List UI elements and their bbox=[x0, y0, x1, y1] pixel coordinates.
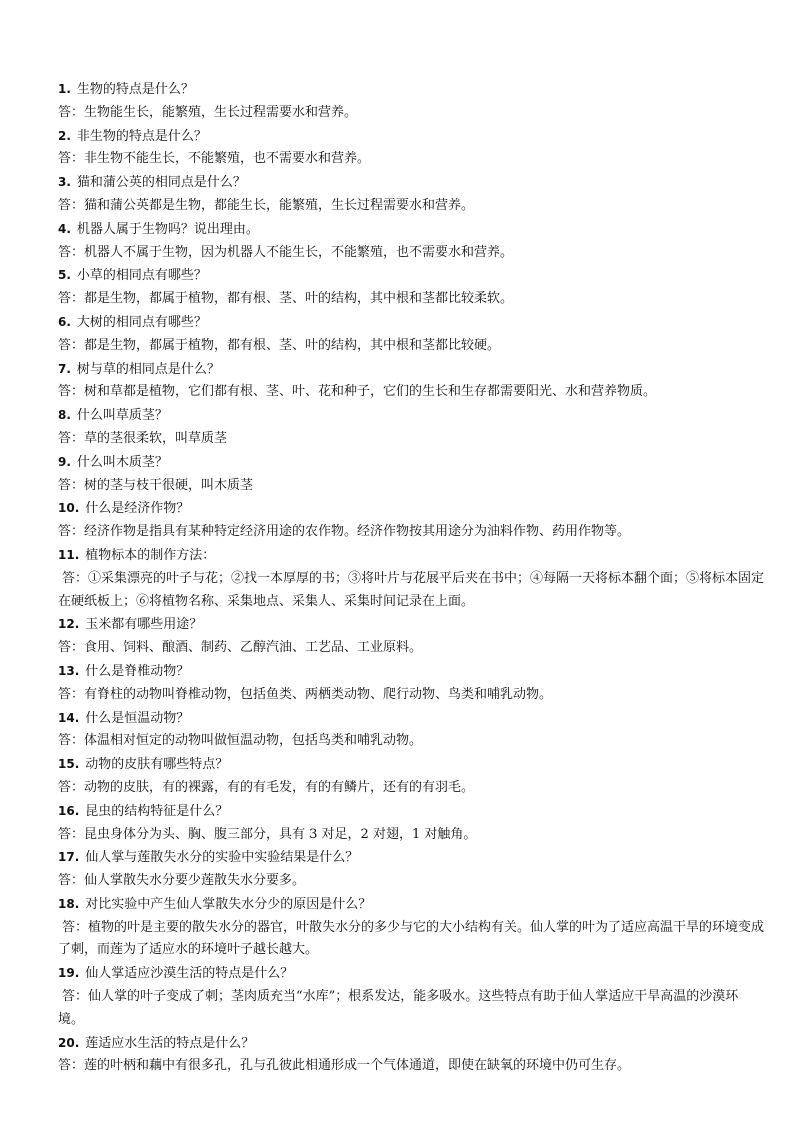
question-13 bbox=[58, 660, 764, 684]
question-text: 昆虫的结构特征是什么？ bbox=[85, 803, 229, 819]
question-number: 4. bbox=[58, 221, 71, 236]
answer-15: 答：动物的皮肤，有的裸露，有的有毛发，有的有鳞片，还有的有羽毛。 bbox=[58, 779, 475, 795]
answer-16: 答：昆虫身体分为头、胸、腹三部分，具有 3 对足，2 对翅，1 对触角。 bbox=[58, 826, 477, 842]
answer-3: 答：猫和蒲公英都是生物，都能生长，能繁殖，生长过程需要水和营养。 bbox=[58, 197, 475, 213]
question-text: 非生物的特点是什么？ bbox=[76, 128, 207, 144]
question-4 bbox=[58, 218, 764, 242]
question-number: 1. bbox=[58, 82, 71, 96]
question-text: 仙人掌适应沙漠生活的特点是什么？ bbox=[85, 966, 294, 982]
question-12 bbox=[58, 613, 764, 637]
question-text: 对比实验中产生仙人掌散失水分少的原因是什么？ bbox=[85, 896, 372, 912]
question-number: 7. bbox=[58, 361, 71, 376]
question-15 bbox=[58, 753, 764, 777]
question-9 bbox=[58, 451, 764, 475]
question-3 bbox=[58, 171, 764, 195]
question-18 bbox=[58, 893, 764, 917]
question-17 bbox=[58, 846, 764, 870]
question-text: 树与草的相同点是什么？ bbox=[76, 361, 220, 377]
question-text: 什么是脊椎动物？ bbox=[85, 663, 190, 679]
question-text: 玉米都有哪些用途？ bbox=[85, 617, 203, 633]
question-text: 什么是恒温动物？ bbox=[85, 710, 190, 726]
question-number: 17. bbox=[58, 850, 80, 865]
question-number: 11. bbox=[58, 547, 80, 562]
question-text: 什么叫木质茎？ bbox=[76, 454, 168, 470]
answer-1: 答：生物能生长，能繁殖，生长过程需要水和营养。 bbox=[58, 104, 358, 120]
question-number: 6. bbox=[58, 314, 71, 329]
question-number: 18. bbox=[58, 896, 80, 911]
question-number: 5. bbox=[58, 268, 71, 283]
question-text: 生物的特点是什么？ bbox=[76, 82, 194, 97]
answer-9: 答：树的茎与枝干很硬，叫木质茎 bbox=[58, 477, 254, 493]
question-11 bbox=[58, 544, 764, 568]
question-1 bbox=[58, 78, 764, 102]
question-number: 2. bbox=[58, 128, 71, 143]
question-16 bbox=[58, 800, 764, 824]
answer-14: 答：体温相对恒定的动物叫做恒温动物，包括鸟类和哺乳动物。 bbox=[58, 733, 423, 749]
question-text: 大树的相同点有哪些？ bbox=[76, 314, 207, 330]
question-number: 19. bbox=[58, 966, 80, 981]
answer-18: 答：植物的叶是主要的散失水分的器官，叶散失水分的多少与它的大小结构有关。仙人掌的叶为了适应高温干旱的环境变成了刺，而莲为了适应水的环境叶子越长越大。 bbox=[58, 919, 765, 958]
question-number: 13. bbox=[58, 663, 80, 678]
question-text: 小草的相同点有哪些？ bbox=[76, 268, 207, 284]
question-number: 8. bbox=[58, 408, 71, 423]
question-number: 20. bbox=[58, 1035, 80, 1050]
question-number: 10. bbox=[58, 501, 80, 516]
answer-20: 答：莲的叶柄和藕中有很多孔，孔与孔彼此相通形成一个气体通道，即使在缺氧的环境中仍可生存。 bbox=[58, 1058, 631, 1074]
answer-8: 答：草的茎很柔软，叫草质茎 bbox=[58, 430, 228, 446]
question-number: 16. bbox=[58, 803, 80, 818]
question-text: 莲适应水生活的特点是什么？ bbox=[85, 1035, 255, 1051]
answer-13: 答：有脊柱的动物叫脊椎动物，包括鱼类、两栖类动物、爬行动物、鸟类和哺乳动物。 bbox=[58, 686, 553, 702]
question-text: 机器人属于生物吗？说出理由。 bbox=[76, 221, 259, 237]
question-2 bbox=[58, 125, 764, 149]
question-7 bbox=[58, 358, 764, 382]
answer-7: 答：树和草都是植物，它们都有根、茎、叶、花和种子，它们的生长和生存都需要阳光、水和营养物质。 bbox=[58, 384, 657, 400]
question-number: 12. bbox=[58, 617, 80, 632]
answer-10: 答：经济作物是指具有某种特定经济用途的农作物。经济作物按其用途分为油料作物、药用作物等。 bbox=[58, 524, 631, 540]
question-20 bbox=[58, 1032, 764, 1056]
question-text: 仙人掌与莲散失水分的实验中实验结果是什么？ bbox=[85, 850, 359, 866]
answer-11: 答：①采集漂亮的叶子与花；②找一本厚厚的书；③将叶片与花展平后夹在书中；④每隔一天将标本翻个面；⑤将标本固定在硬纸板上；⑥将植物名称、采集地点、采集人、采集时间记录在上面。 bbox=[58, 570, 765, 609]
question-19 bbox=[58, 962, 764, 986]
answer-19: 答：仙人掌的叶子变成了刺；茎肉质充当“水库”；根系发达，能多吸水。这些特点有助于仙人掌适应干旱高温的沙漠环境。 bbox=[58, 989, 739, 1027]
question-number: 15. bbox=[58, 757, 80, 772]
answer-4: 答：机器人不属于生物，因为机器人不能生长，不能繁殖，也不需要水和营养。 bbox=[58, 244, 514, 260]
answer-17: 答：仙人掌散失水分要少莲散失水分要多。 bbox=[58, 873, 306, 889]
question-text: 什么是经济作物？ bbox=[85, 501, 190, 517]
answer-6: 答：都是生物，都属于植物，都有根、茎、叶的结构，其中根和茎都比较硬。 bbox=[58, 337, 501, 353]
question-14 bbox=[58, 707, 764, 731]
qa-list bbox=[58, 78, 764, 1078]
answer-2: 答：非生物不能生长，不能繁殖，也不需要水和营养。 bbox=[58, 151, 371, 167]
question-text: 猫和蒲公英的相同点是什么？ bbox=[76, 175, 246, 191]
question-number: 14. bbox=[58, 710, 80, 725]
answer-12: 答：食用、饲料、酿酒、制药、乙醇汽油、工艺品、工业原料。 bbox=[58, 640, 423, 656]
question-5 bbox=[58, 264, 764, 288]
question-number: 9. bbox=[58, 454, 71, 469]
question-text: 植物标本的制作方法： bbox=[85, 547, 216, 563]
question-text: 什么叫草质茎？ bbox=[76, 408, 168, 424]
question-8 bbox=[58, 404, 764, 428]
question-text: 动物的皮肤有哪些特点？ bbox=[85, 757, 229, 773]
question-number: 3. bbox=[58, 175, 71, 190]
question-10 bbox=[58, 497, 764, 521]
question-6 bbox=[58, 311, 764, 335]
answer-5: 答：都是生物，都属于植物，都有根、茎、叶的结构，其中根和茎都比较柔软。 bbox=[58, 291, 514, 307]
